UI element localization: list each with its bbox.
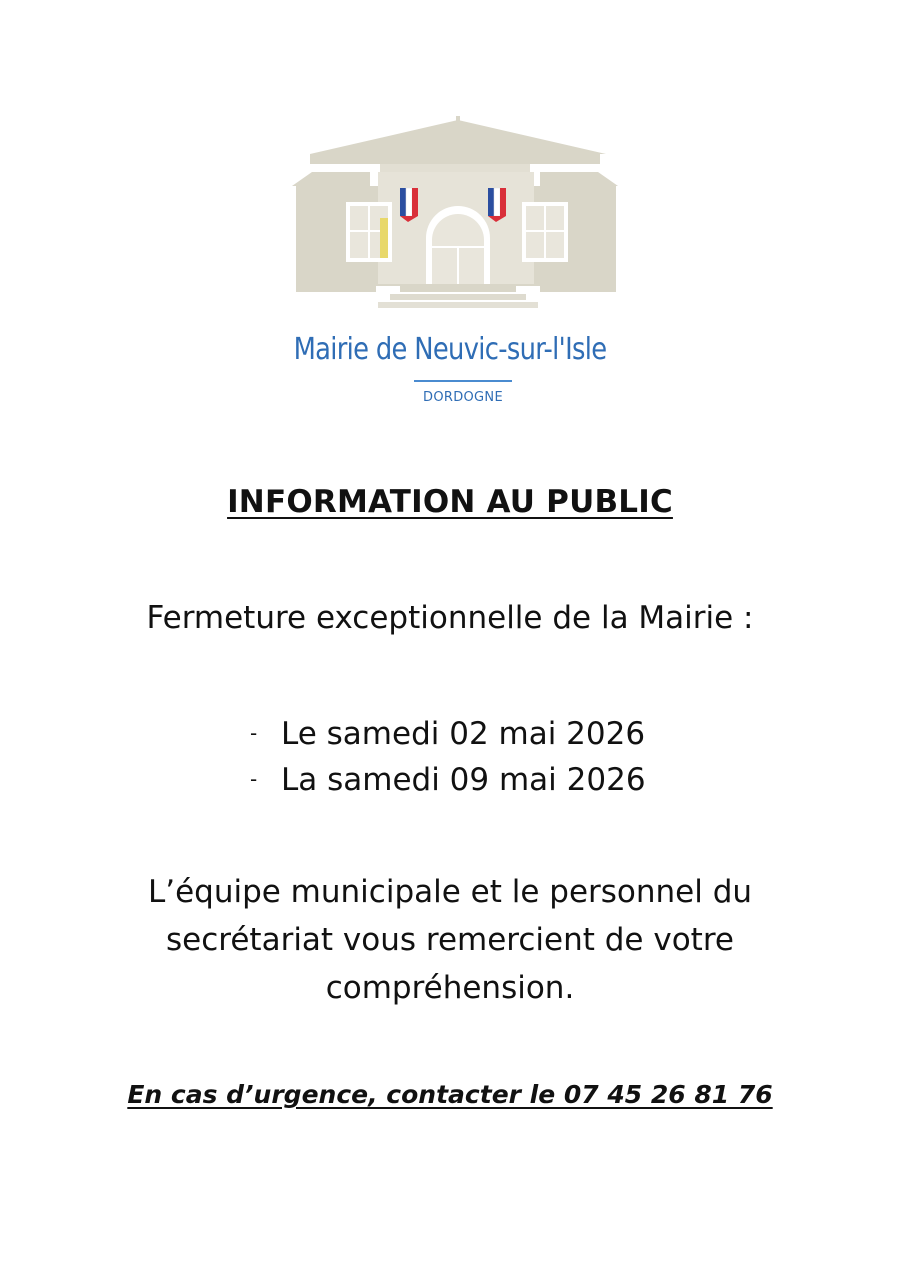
thanks-line: secrétariat vous remercient de votre: [166, 922, 734, 958]
logo-town-name: Mairie de Neuvic-sur-l'Isle: [293, 332, 607, 367]
thanks-line: compréhension.: [325, 970, 575, 1006]
flag-icon: [488, 188, 506, 222]
logo-divider: [414, 380, 512, 382]
emergency-contact: En cas d’urgence, contacter le 07 45 26 81 76: [127, 1080, 773, 1109]
list-bullet: -: [250, 767, 258, 791]
closure-dates-list: [250, 716, 750, 808]
closure-intro: Fermeture exceptionnelle de la Mairie :: [146, 600, 754, 636]
thanks-paragraph: [0, 868, 900, 1012]
list-bullet: -: [250, 721, 258, 745]
closure-date: Le samedi 02 mai 2026: [281, 716, 646, 752]
closure-date: La samedi 09 mai 2026: [281, 762, 646, 798]
logo-region: DORDOGNE: [423, 390, 503, 405]
town-hall-building-icon: [250, 110, 650, 320]
town-hall-logo: [250, 110, 650, 420]
list-item: [250, 716, 750, 762]
notice-heading: INFORMATION AU PUBLIC: [227, 484, 673, 520]
flag-icon: [400, 188, 418, 222]
list-item: [250, 762, 750, 808]
thanks-line: L’équipe municipale et le personnel du: [147, 874, 753, 910]
